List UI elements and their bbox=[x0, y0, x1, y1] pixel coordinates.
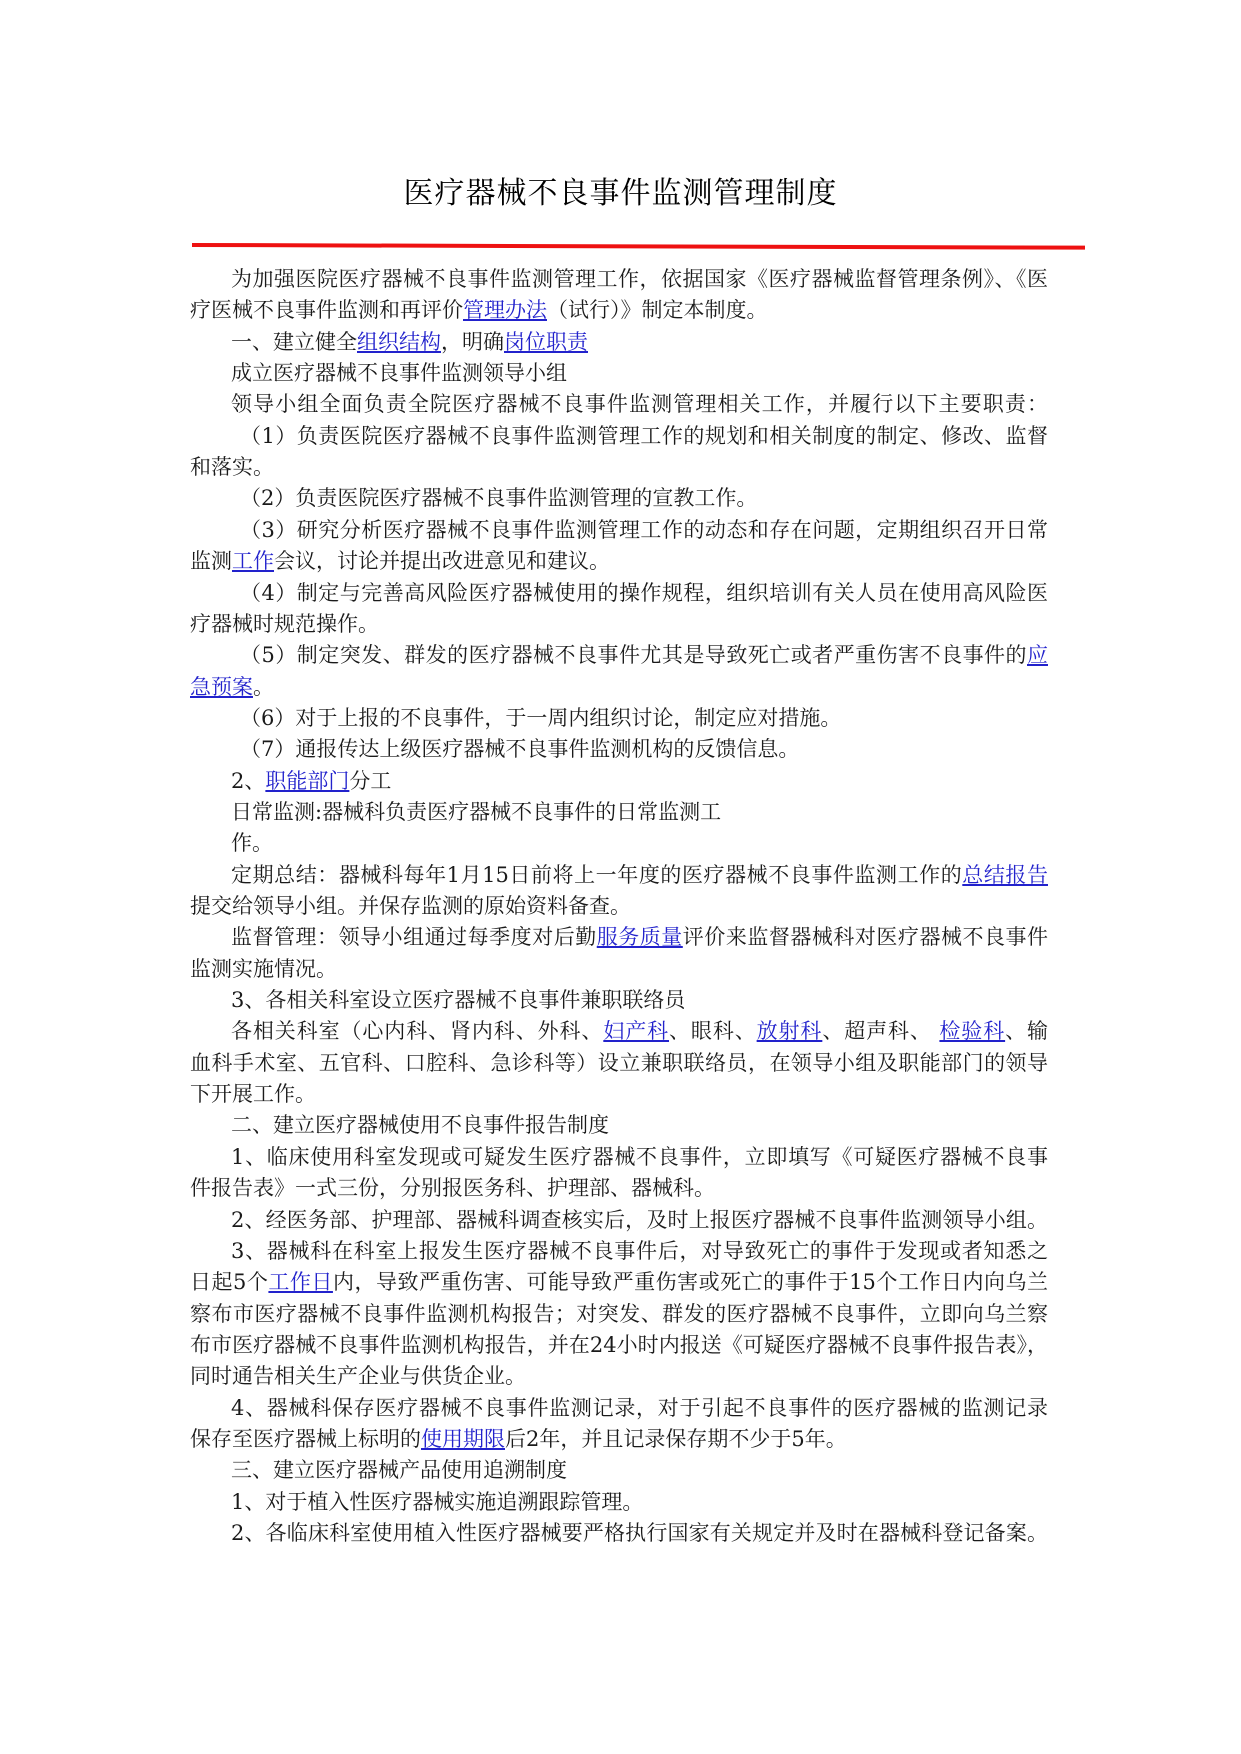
paragraph-line bbox=[240, 514, 1048, 546]
paragraph-line bbox=[231, 326, 1048, 358]
paragraph-line bbox=[190, 294, 1048, 326]
line-text: （7）通报传达上级医疗器械不良事件监测机构的反馈信息。 bbox=[240, 737, 800, 762]
paragraph-line bbox=[231, 827, 1048, 859]
paragraph-line bbox=[190, 1172, 1048, 1204]
line-text: 1、临床使用科室发现或可疑发生医疗器械不良事件，立即填写《可疑医疗器械不良事 bbox=[231, 1144, 1048, 1169]
line-text: 1、对于植入性医疗器械实施追溯跟踪管理。 bbox=[231, 1489, 644, 1514]
paragraph-line bbox=[231, 388, 1048, 420]
inline-link[interactable]: 应 bbox=[1027, 643, 1048, 668]
line-text: 2、 bbox=[231, 768, 266, 793]
line-text: 监督管理：领导小组通过每季度对后勤 bbox=[231, 925, 597, 950]
line-text: 三、建立医疗器械产品使用追溯制度 bbox=[231, 1458, 567, 1483]
inline-link[interactable]: 急预案 bbox=[190, 674, 253, 699]
paragraph-line bbox=[240, 577, 1048, 609]
line-text: 成立医疗器械不良事件监测领导小组 bbox=[231, 361, 567, 386]
inline-link[interactable]: 组织结构 bbox=[357, 329, 441, 354]
inline-link[interactable]: 放射科 bbox=[756, 1019, 823, 1044]
line-text: 后2年，并且记录保存期不少于5年。 bbox=[505, 1426, 847, 1451]
line-text: （2）负责医院医疗器械不良事件监测管理的宣教工作。 bbox=[240, 486, 758, 511]
inline-link[interactable]: 管理办法 bbox=[463, 298, 547, 323]
paragraph-line bbox=[231, 984, 1048, 1016]
line-text: 同时通告相关生产企业与供货企业。 bbox=[190, 1364, 526, 1389]
paragraph-line bbox=[240, 733, 1048, 765]
paragraph-line bbox=[190, 545, 1048, 577]
paragraph-line bbox=[240, 702, 1048, 734]
paragraph-line bbox=[231, 796, 1048, 828]
line-text: 2、经医务部、护理部、器械科调查核实后，及时上报医疗器械不良事件监测领导小组。 bbox=[231, 1207, 1048, 1232]
line-text: 疗器械时规范操作。 bbox=[190, 611, 379, 636]
line-text: （4）制定与完善高风险医疗器械使用的操作规程，组织培训有关人员在使用高风险医 bbox=[240, 580, 1048, 605]
paragraph-line bbox=[190, 451, 1048, 483]
paragraph-line bbox=[231, 1204, 1048, 1236]
inline-link[interactable]: 妇产科 bbox=[603, 1019, 670, 1044]
line-text: 领导小组全面负责全院医疗器械不良事件监测管理相关工作，并履行以下主要职责： bbox=[231, 392, 1048, 417]
line-text: 各相关科室（心内科、肾内科、外科、 bbox=[231, 1019, 604, 1044]
paragraph-line bbox=[190, 1360, 1048, 1392]
line-text: 分工 bbox=[349, 768, 392, 793]
line-text: 、眼科、 bbox=[669, 1019, 757, 1044]
inline-link[interactable]: 岗位职责 bbox=[504, 329, 588, 354]
paragraph-line bbox=[231, 263, 1048, 295]
paragraph-line bbox=[231, 1486, 1048, 1518]
line-text: （5）制定突发、群发的医疗器械不良事件尤其是导致死亡或者严重伤害不良事件的 bbox=[240, 643, 1027, 668]
paragraph-line bbox=[231, 1109, 1048, 1141]
line-text: 为加强医院医疗器械不良事件监测管理工作，依据国家《医疗器械监督管理条例》、《医 bbox=[231, 267, 1048, 291]
paragraph-line bbox=[190, 1266, 1048, 1298]
line-text: 会议，讨论并提出改进意见和建议。 bbox=[274, 549, 610, 574]
line-text: 血科手术室、五官科、口腔科、急诊科等）设立兼职联络员，在领导小组及职能部门的领导 bbox=[190, 1050, 1048, 1075]
line-text: 作。 bbox=[231, 831, 273, 856]
line-text: （试行）》制定本制度。 bbox=[547, 298, 768, 323]
paragraph-line bbox=[190, 953, 1048, 985]
inline-link[interactable]: 职能部门 bbox=[265, 768, 350, 793]
paragraph-line bbox=[231, 1517, 1048, 1549]
line-text: 。 bbox=[253, 674, 274, 699]
inline-link[interactable]: 工作日 bbox=[268, 1270, 333, 1295]
paragraph-line bbox=[240, 639, 1048, 671]
paragraph-line bbox=[190, 890, 1048, 922]
line-text: （1）负责医院医疗器械不良事件监测管理工作的规划和相关制度的制定、修改、监督 bbox=[240, 423, 1048, 448]
line-text: 4、器械科保存医疗器械不良事件监测记录，对于引起不良事件的医疗器械的监测记录 bbox=[231, 1395, 1048, 1420]
paragraph-line bbox=[190, 608, 1048, 640]
paragraph-line bbox=[190, 1298, 1048, 1330]
paragraph-line bbox=[190, 1423, 1048, 1455]
paragraph-line bbox=[231, 1235, 1048, 1267]
line-text: 监测实施情况。 bbox=[190, 956, 337, 981]
inline-link[interactable]: 服务质量 bbox=[596, 925, 683, 950]
paragraph-line bbox=[231, 921, 1048, 953]
line-text: 提交给领导小组。并保存监测的原始资料备查。 bbox=[190, 894, 631, 918]
paragraph-line bbox=[231, 1141, 1048, 1173]
line-text: 察布市医疗器械不良事件监测机构报告；对突发、群发的医疗器械不良事件，立即向乌兰察 bbox=[190, 1301, 1048, 1326]
line-text: 日常监测:器械科负责医疗器械不良事件的日常监测工 bbox=[231, 799, 722, 824]
paragraph-line bbox=[240, 420, 1048, 452]
paragraph-line bbox=[190, 1329, 1048, 1361]
paragraph-line bbox=[231, 1015, 1048, 1047]
line-text: 布市医疗器械不良事件监测机构报告，并在24小时内报送《可疑医疗器械不良事件报告表》， bbox=[190, 1332, 1048, 1357]
line-text: 件报告表》一式三份，分别报医务科、护理部、器械科。 bbox=[190, 1176, 715, 1201]
inline-link[interactable]: 工作 bbox=[232, 549, 274, 574]
paragraph-line bbox=[240, 482, 1048, 514]
line-text: 监测 bbox=[190, 549, 232, 574]
inline-link[interactable]: 使用期限 bbox=[421, 1426, 505, 1451]
line-text: 疗医械不良事件监测和再评价 bbox=[190, 298, 463, 323]
line-text: 、超声科、 bbox=[822, 1019, 940, 1044]
line-text: 3、器械科在科室上报发生医疗器械不良事件后，对导致死亡的事件于发现或者知悉之 bbox=[231, 1238, 1048, 1263]
paragraph-line bbox=[190, 1078, 1048, 1110]
line-text: 二、建立医疗器械使用不良事件报告制度 bbox=[231, 1113, 609, 1138]
paragraph-line bbox=[231, 357, 1048, 389]
line-text: 、输 bbox=[1005, 1019, 1048, 1044]
inline-link[interactable]: 总结报告 bbox=[962, 862, 1048, 887]
line-text: 下开展工作。 bbox=[190, 1082, 316, 1107]
line-text: ，明确 bbox=[441, 329, 504, 354]
line-text: 3、各相关科室设立医疗器械不良事件兼职联络员 bbox=[231, 988, 686, 1013]
paragraph-line bbox=[190, 671, 1048, 703]
line-text: 定期总结：器械科每年1月15日前将上一年度的医疗器械不良事件监测工作的 bbox=[231, 862, 963, 887]
line-text: （6）对于上报的不良事件，于一周内组织讨论，制定应对措施。 bbox=[240, 705, 842, 730]
line-text: 保存至医疗器械上标明的 bbox=[190, 1426, 421, 1451]
title-divider-rule bbox=[192, 243, 1085, 250]
line-text: （3）研究分析医疗器械不良事件监测管理工作的动态和存在问题，定期组织召开日常 bbox=[240, 517, 1048, 542]
paragraph-line bbox=[190, 1047, 1048, 1079]
document-title: 医疗器械不良事件监测管理制度 bbox=[403, 176, 838, 211]
inline-link[interactable]: 检验科 bbox=[939, 1019, 1006, 1044]
paragraph-line bbox=[231, 765, 1048, 797]
line-text: 和落实。 bbox=[190, 455, 274, 480]
paragraph-line bbox=[231, 859, 1048, 891]
line-text: 2、各临床科室使用植入性医疗器械要严格执行国家有关规定并及时在器械科登记备案。 bbox=[231, 1521, 1048, 1545]
paragraph-line bbox=[231, 1454, 1048, 1486]
line-text: 一、建立健全 bbox=[231, 329, 357, 354]
paragraph-line bbox=[231, 1392, 1048, 1424]
line-text: 内，导致严重伤害、可能导致严重伤害或死亡的事件于15个工作日内向乌兰 bbox=[332, 1270, 1048, 1295]
line-text: 评价来监督器械科对医疗器械不良事件 bbox=[682, 925, 1048, 950]
line-text: 日起5个 bbox=[190, 1270, 269, 1295]
